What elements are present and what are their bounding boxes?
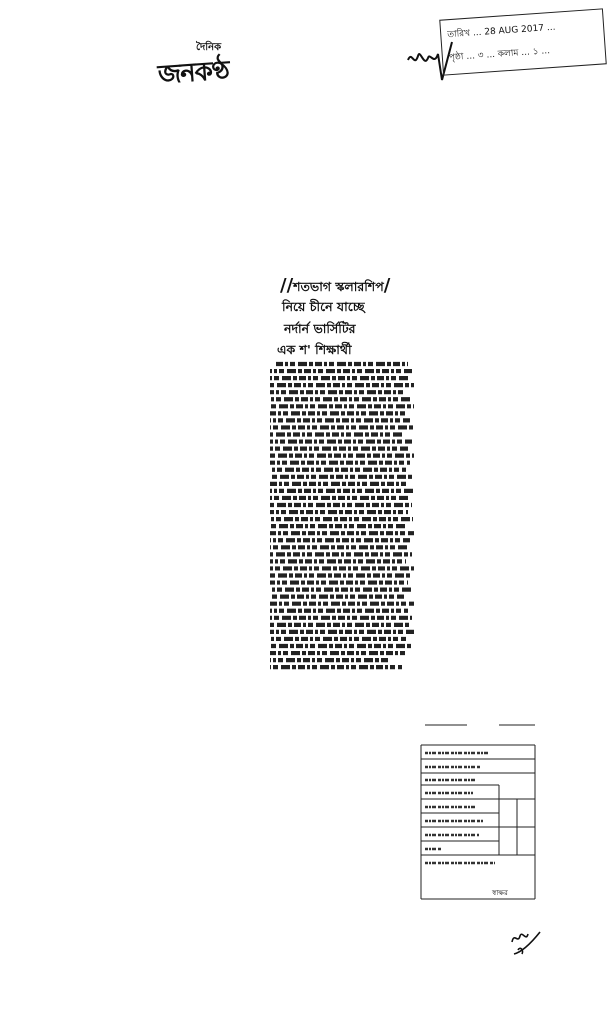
slip-sign-label: স্বাক্ষর xyxy=(492,889,508,897)
headline-line-2: নিয়ে চীনে যাচ্ছে xyxy=(282,299,365,314)
stamp-date-line: তারিখ ... 28 AUG 2017 ... xyxy=(446,22,556,41)
routing-slip xyxy=(419,723,537,903)
headline-line-4: এক শ' শিক্ষার্থী xyxy=(277,342,352,357)
headline-line-3: নর্দার্ন ভার্সিটির xyxy=(284,321,356,336)
headline-line-1: //শতভাগ স্কলারশিপ/ xyxy=(280,275,391,296)
masthead-title: জনকণ্ঠ xyxy=(156,55,230,91)
initials-icon xyxy=(508,928,544,958)
article-body xyxy=(268,360,416,672)
date-stamp xyxy=(439,8,607,75)
masthead-small: দৈনিক xyxy=(196,42,222,53)
stamp-page-line: পৃষ্ঠা ... ৩ ... কলাম ... ১ ... xyxy=(448,46,551,64)
